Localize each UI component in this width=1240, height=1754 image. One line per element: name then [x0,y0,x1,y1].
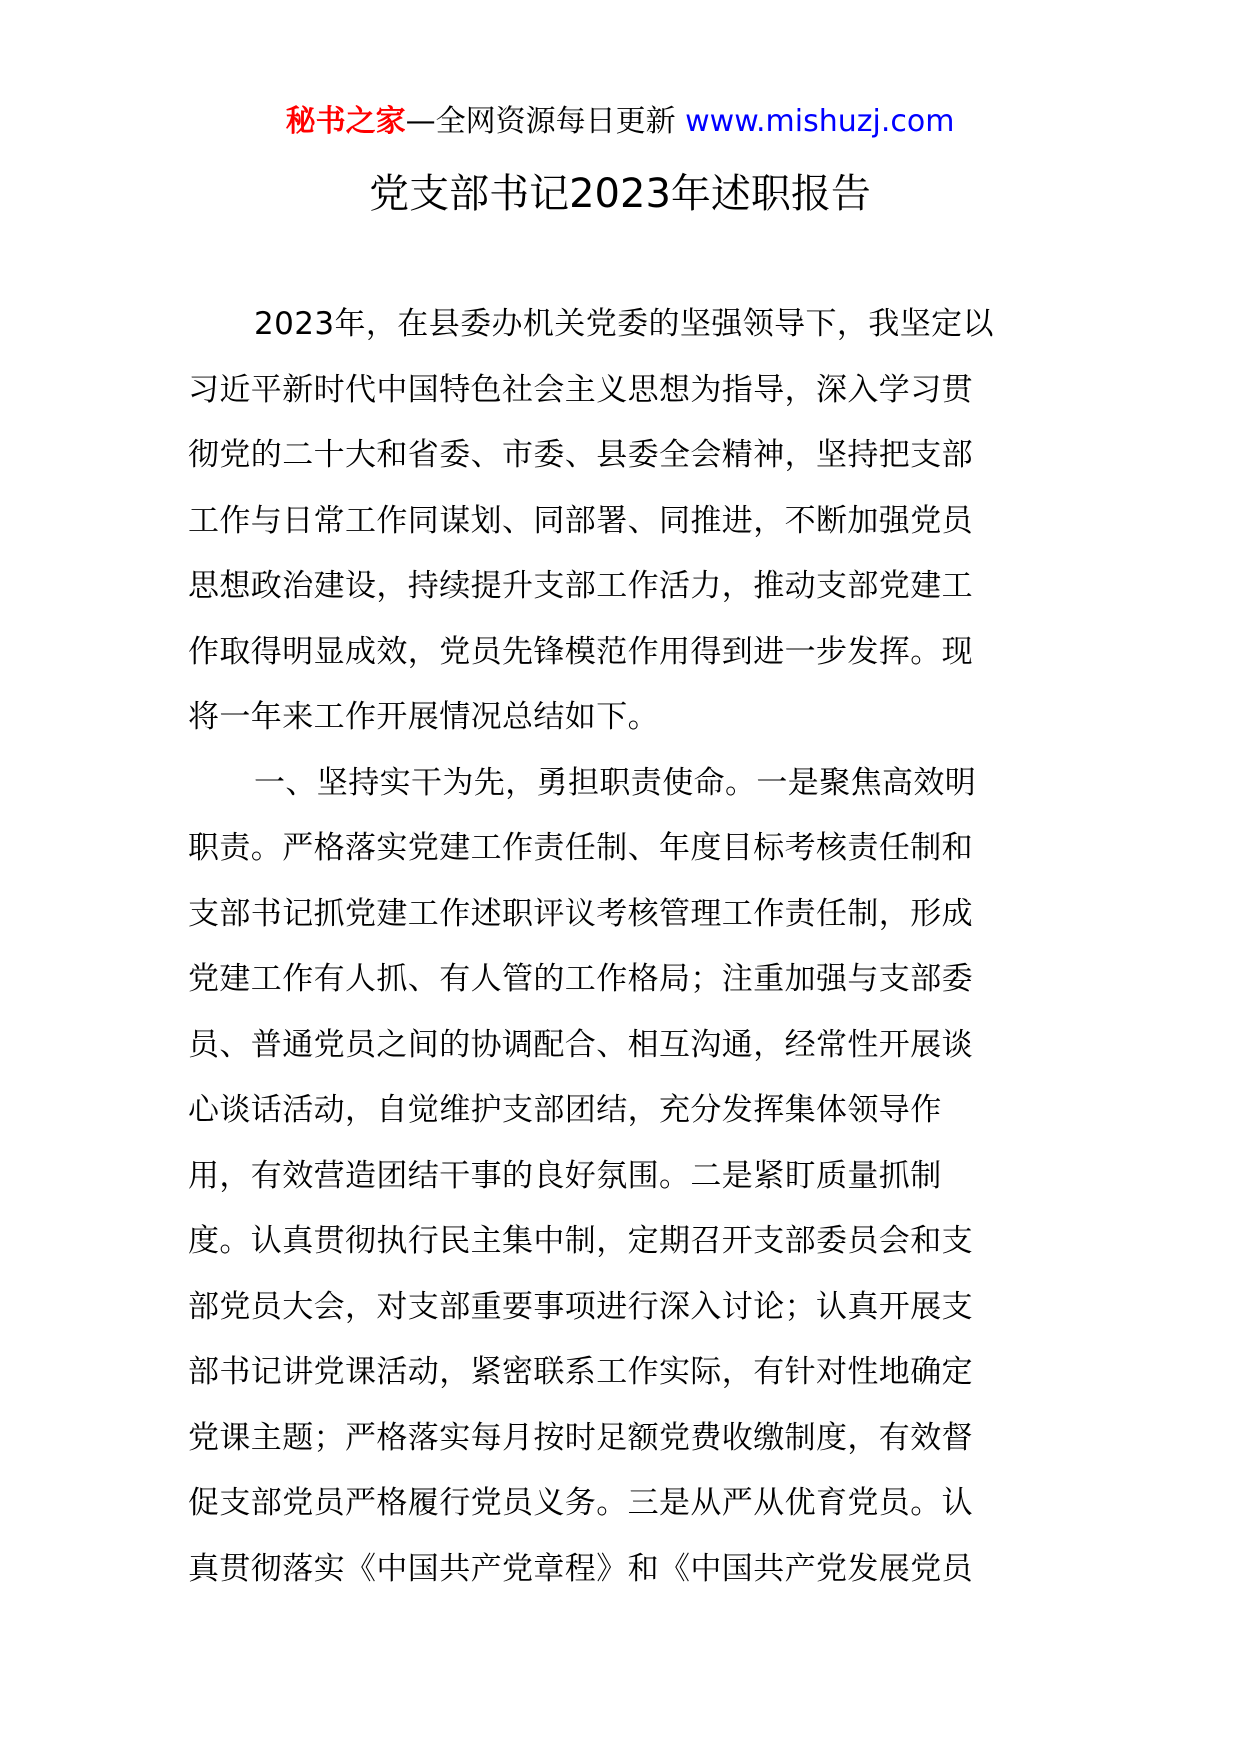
site-tagline: —全网资源每日更新 [405,104,676,139]
body-line: 促支部党员严格履行党员义务。三是从严从优育党员。认 [188,1485,973,1521]
body-line: 员、普通党员之间的协调配合、相互沟通，经常性开展谈 [188,1026,973,1063]
body-line: 度。认真贯彻执行民主集中制，定期召开支部委员会和支 [188,1223,973,1259]
body-line: 作取得明显成效，党员先锋模范作用得到进一步发挥。现 [188,633,973,670]
body-line: 工作与日常工作同谋划、同部署、同推进，不断加强党员 [188,502,973,539]
body-line: 思想政治建设，持续提升支部工作活力，推动支部党建工 [188,568,973,604]
body-line: 心谈话活动，自觉维护支部团结，充分发挥集体领导作 [188,1092,942,1128]
body-line: 用，有效营造团结干事的良好氛围。二是紧盯质量抓制 [188,1157,942,1194]
body-line: 部党员大会，对支部重要事项进行深入讨论；认真开展支 [188,1288,973,1325]
body-line: 党建工作有人抓、有人管的工作格局；注重加强与支部委 [188,961,973,997]
body-line: 党课主题；严格落实每月按时足额党费收缴制度，有效督 [188,1419,973,1456]
body-line: 一、坚持实干为先，勇担职责使命。一是聚焦高效明 [254,764,977,801]
document-title: 党支部书记2023年述职报告 [369,171,871,217]
body-line: 习近平新时代中国特色社会主义思想为指导，深入学习贯 [188,371,973,408]
site-header [0,100,1240,144]
document-body [188,292,1056,1602]
site-url-link[interactable]: www.mishuzj.com [685,104,955,139]
body-line: 将一年来工作开展情况总结如下。 [188,699,659,735]
site-brand: 秘书之家 [285,104,406,139]
body-line: 支部书记抓党建工作述职评议考核管理工作责任制，形成 [188,895,973,932]
body-line: 彻党的二十大和省委、市委、县委全会精神，坚持把支部 [188,437,973,473]
body-line: 部书记讲党课活动，紧密联系工作实际，有针对性地确定 [188,1354,973,1390]
body-line: 真贯彻落实《中国共产党章程》和《中国共产党发展党员 [188,1550,973,1587]
body-line: 职责。严格落实党建工作责任制、年度目标考核责任制和 [188,830,973,866]
body-line: 2023年，在县委办机关党委的坚强领导下，我坚定以 [254,306,994,342]
